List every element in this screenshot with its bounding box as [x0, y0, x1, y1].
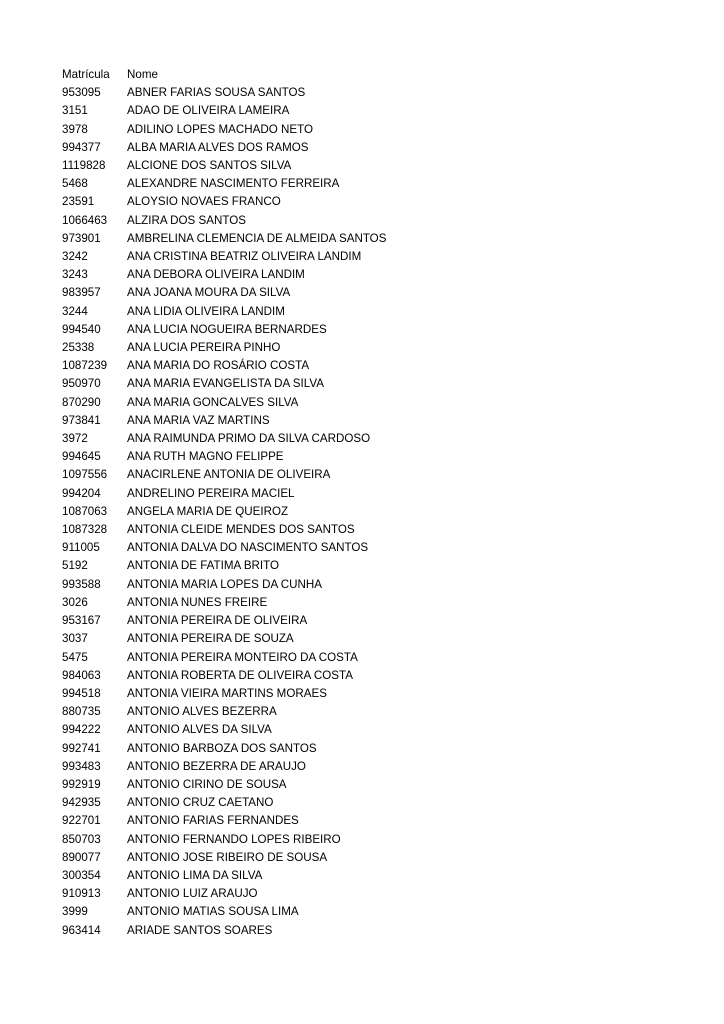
cell-matricula: 953167 — [62, 614, 101, 628]
cell-nome: ANACIRLENE ANTONIA DE OLIVEIRA — [127, 468, 331, 482]
cell-nome: ANTONIO CRUZ CAETANO — [127, 796, 274, 810]
cell-nome: ALCIONE DOS SANTOS SILVA — [127, 159, 292, 173]
cell-nome: ANTONIO LIMA DA SILVA — [127, 868, 263, 882]
table-row — [62, 703, 627, 721]
cell-nome: ANTONIO LUIZ ARAUJO — [127, 887, 258, 901]
table-row — [62, 139, 627, 157]
cell-matricula: 3999 — [62, 905, 88, 919]
cell-matricula: 993483 — [62, 759, 101, 773]
cell-nome: ANA DEBORA OLIVEIRA LANDIM — [127, 268, 305, 282]
cell-matricula: 870290 — [62, 395, 101, 409]
cell-matricula: 300354 — [62, 868, 101, 882]
table-row — [62, 630, 627, 648]
cell-matricula: 994222 — [62, 723, 101, 737]
cell-matricula: 1066463 — [62, 213, 108, 227]
cell-nome: ANTONIA NUNES FREIRE — [127, 595, 268, 609]
cell-nome: ANA MARIA DO ROSÁRIO COSTA — [127, 359, 310, 373]
cell-matricula: 3151 — [62, 104, 88, 118]
cell-nome: ABNER FARIAS SOUSA SANTOS — [127, 86, 306, 100]
table-row — [62, 266, 627, 284]
table-row — [62, 248, 627, 266]
table-row — [62, 794, 627, 812]
cell-matricula: 953095 — [62, 86, 101, 100]
cell-matricula: 5475 — [62, 650, 88, 664]
table-row — [62, 685, 627, 703]
cell-nome: ANTONIA ROBERTA DE OLIVEIRA COSTA — [127, 668, 353, 682]
cell-nome: ANDRELINO PEREIRA MACIEL — [127, 486, 295, 500]
cell-nome: ANTONIO FERNANDO LOPES RIBEIRO — [127, 832, 341, 846]
cell-nome: ANA LUCIA NOGUEIRA BERNARDES — [127, 322, 327, 336]
cell-nome: ANA LIDIA OLIVEIRA LANDIM — [127, 304, 285, 318]
cell-nome: ANTONIA CLEIDE MENDES DOS SANTOS — [127, 523, 355, 537]
table-row — [62, 102, 627, 120]
cell-nome: ANTONIO BEZERRA DE ARAUJO — [127, 759, 306, 773]
cell-matricula: 1087328 — [62, 523, 108, 537]
table-row — [62, 485, 627, 503]
table-row — [62, 284, 627, 302]
cell-nome: ADAO DE OLIVEIRA LAMEIRA — [127, 104, 290, 118]
table-row — [62, 321, 627, 339]
table-row — [62, 339, 627, 357]
table-row — [62, 721, 627, 739]
table-row — [62, 212, 627, 230]
cell-matricula: 3037 — [62, 632, 88, 646]
cell-matricula: 910913 — [62, 887, 101, 901]
roster-body — [62, 84, 627, 940]
table-row — [62, 758, 627, 776]
cell-matricula: 984063 — [62, 668, 101, 682]
cell-nome: ANTONIO MATIAS SOUSA LIMA — [127, 905, 299, 919]
table-row — [62, 157, 627, 175]
cell-matricula: 942935 — [62, 796, 101, 810]
table-row — [62, 812, 627, 830]
cell-matricula: 973901 — [62, 231, 101, 245]
table-row — [62, 466, 627, 484]
table-row — [62, 594, 627, 612]
cell-nome: ANTONIA VIEIRA MARTINS MORAES — [127, 686, 327, 700]
cell-matricula: 3244 — [62, 304, 88, 318]
table-row — [62, 357, 627, 375]
cell-matricula: 993588 — [62, 577, 101, 591]
cell-nome: ADILINO LOPES MACHADO NETO — [127, 122, 313, 136]
table-row — [62, 193, 627, 211]
cell-nome: ANTONIA PEREIRA MONTEIRO DA COSTA — [127, 650, 358, 664]
header-nome: Nome — [127, 68, 158, 81]
table-row — [62, 667, 627, 685]
cell-matricula: 890077 — [62, 850, 101, 864]
cell-nome: ANTONIO FARIAS FERNANDES — [127, 814, 299, 828]
cell-matricula: 23591 — [62, 195, 95, 209]
cell-matricula: 25338 — [62, 341, 95, 355]
cell-matricula: 992919 — [62, 777, 101, 791]
cell-nome: ALZIRA DOS SANTOS — [127, 213, 246, 227]
cell-nome: ANA RUTH MAGNO FELIPPE — [127, 450, 284, 464]
cell-matricula: 922701 — [62, 814, 101, 828]
cell-nome: ANTONIA DALVA DO NASCIMENTO SANTOS — [127, 541, 369, 555]
cell-nome: ANTONIA DE FATIMA BRITO — [127, 559, 280, 573]
cell-nome: ANA LUCIA PEREIRA PINHO — [127, 341, 281, 355]
table-row — [62, 740, 627, 758]
table-row — [62, 84, 627, 102]
table-row — [62, 649, 627, 667]
cell-matricula: 3972 — [62, 432, 88, 446]
cell-matricula: 973841 — [62, 413, 101, 427]
table-row — [62, 903, 627, 921]
cell-nome: ANA MARIA GONCALVES SILVA — [127, 395, 299, 409]
cell-nome: ANA MARIA VAZ MARTINS — [127, 413, 270, 427]
table-row — [62, 885, 627, 903]
cell-nome: ANA CRISTINA BEATRIZ OLIVEIRA LANDIM — [127, 250, 362, 264]
table-row — [62, 521, 627, 539]
cell-matricula: 963414 — [62, 923, 101, 937]
cell-matricula: 3978 — [62, 122, 88, 136]
table-row — [62, 503, 627, 521]
cell-matricula: 1087063 — [62, 504, 108, 518]
cell-matricula: 1119828 — [62, 159, 106, 173]
table-row — [62, 230, 627, 248]
table-row — [62, 412, 627, 430]
cell-matricula: 3242 — [62, 250, 88, 264]
document-page — [62, 66, 662, 940]
table-row — [62, 867, 627, 885]
cell-nome: ALEXANDRE NASCIMENTO FERREIRA — [127, 177, 340, 191]
cell-nome: ANA MARIA EVANGELISTA DA SILVA — [127, 377, 324, 391]
cell-nome: ANA JOANA MOURA DA SILVA — [127, 286, 291, 300]
table-row — [62, 375, 627, 393]
header-matricula: Matrícula — [62, 68, 110, 81]
table-row — [62, 121, 627, 139]
cell-nome: ANTONIO CIRINO DE SOUSA — [127, 777, 287, 791]
cell-nome: ANA RAIMUNDA PRIMO DA SILVA CARDOSO — [127, 432, 371, 446]
cell-matricula: 983957 — [62, 286, 101, 300]
cell-nome: ARIADE SANTOS SOARES — [127, 923, 273, 937]
cell-matricula: 994377 — [62, 140, 101, 154]
cell-nome: ALOYSIO NOVAES FRANCO — [127, 195, 281, 209]
cell-nome: ANGELA MARIA DE QUEIROZ — [127, 504, 289, 518]
cell-nome: ANTONIO JOSE RIBEIRO DE SOUSA — [127, 850, 328, 864]
table-row — [62, 394, 627, 412]
cell-nome: ALBA MARIA ALVES DOS RAMOS — [127, 140, 309, 154]
cell-matricula: 5192 — [62, 559, 88, 573]
cell-nome: AMBRELINA CLEMENCIA DE ALMEIDA SANTOS — [127, 231, 387, 245]
cell-matricula: 1097556 — [62, 468, 108, 482]
table-row — [62, 539, 627, 557]
table-row — [62, 776, 627, 794]
table-row — [62, 557, 627, 575]
cell-matricula: 1087239 — [62, 359, 108, 373]
table-row — [62, 303, 627, 321]
cell-matricula: 880735 — [62, 705, 101, 719]
cell-matricula: 994540 — [62, 322, 101, 336]
cell-matricula: 911005 — [62, 541, 100, 555]
cell-nome: ANTONIO ALVES BEZERRA — [127, 705, 277, 719]
roster-table — [62, 66, 627, 940]
cell-nome: ANTONIA PEREIRA DE OLIVEIRA — [127, 614, 308, 628]
table-row — [62, 448, 627, 466]
table-row — [62, 175, 627, 193]
table-row — [62, 849, 627, 867]
cell-matricula: 3026 — [62, 595, 88, 609]
cell-matricula: 994645 — [62, 450, 101, 464]
cell-nome: ANTONIO BARBOZA DOS SANTOS — [127, 741, 317, 755]
header-row — [62, 66, 627, 84]
cell-nome: ANTONIA PEREIRA DE SOUZA — [127, 632, 294, 646]
cell-nome: ANTONIO ALVES DA SILVA — [127, 723, 272, 737]
table-row — [62, 430, 627, 448]
cell-matricula: 994518 — [62, 686, 101, 700]
cell-matricula: 950970 — [62, 377, 101, 391]
cell-matricula: 850703 — [62, 832, 101, 846]
cell-matricula: 994204 — [62, 486, 101, 500]
cell-matricula: 5468 — [62, 177, 88, 191]
cell-matricula: 992741 — [62, 741, 101, 755]
table-row — [62, 922, 627, 940]
table-row — [62, 831, 627, 849]
table-row — [62, 576, 627, 594]
cell-nome: ANTONIA MARIA LOPES DA CUNHA — [127, 577, 322, 591]
cell-matricula: 3243 — [62, 268, 88, 282]
table-row — [62, 612, 627, 630]
